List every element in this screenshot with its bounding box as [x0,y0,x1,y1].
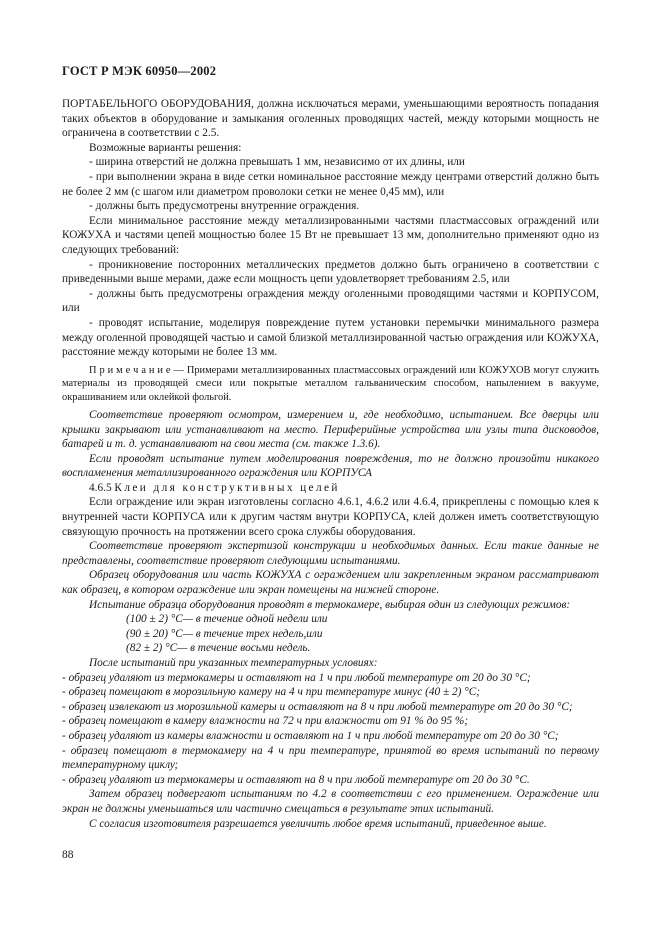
list-item: - образец помещают в камеру влажности на 72 ч при влажности от 91 % до 95 %; [62,715,469,728]
paragraph: ПОРТАБЕЛЬНОГО ОБОРУДОВАНИЯ, должна исключаться мерами, уменьшающими вероятность попадания таких объектов в оборудование и замыкания оголенных проводящих частей, между которыми мощность не ограничена в соответствии с 2.5. [62,98,599,140]
note-label: П р и м е ч а н и е — [89,364,184,376]
list-item: - образец удаляют из камеры влажности и оставляют на 1 ч при любой температуре от 20 до 30 °С; [62,729,559,742]
paragraph: Соответствие проверяют экспертизой конструкции и необходимых данных. Если такие данные не представлены, соответствие проверяют следующими испытаниями. [62,540,599,567]
list-item: - проникновение посторонних металлических предметов должно быть ограничено в соответствии с приведенными выше мерами, даже если мощность цепи удовлетворяет требованиям 2.5, или [62,258,599,286]
paragraph: Испытание образца оборудования проводят в термокамере, выбирая один из следующих режимов: [89,598,571,611]
list-item: - образец помещают в термокамеру на 4 ч при температуре, принятой во время испытаний по первому температурному циклу; [62,744,599,772]
list-item: - образец извлекают из морозильной камеры и оставляют на 8 ч при любой температуре от 20 до 30 °С; [62,700,573,713]
list-item: - должны быть предусмотрены ограждения между оголенными проводящими частями и КОРПУСОМ, или [62,287,599,315]
paragraph: Соответствие проверяют осмотром, измерением и, где необходимо, испытанием. Все дверцы или крышки закрывают или устанавливают на место. Периферийные устройства или узлы типа дисководов, батарей и т. д. устанавливают на свои места (см. также 1.3.6). [62,408,599,451]
list-item: - образец удаляют из термокамеры и оставляют на 8 ч при любой температуре от 20 до 30 °С. [62,773,530,786]
paragraph: Возможные варианты решения: [89,141,242,154]
paragraph: Если проводят испытание путем моделирования повреждения, то не должно произойти никакого воспламенения металлизированного ограждения или КОРПУСА [62,452,599,480]
list-item: - ширина отверстий не должна превышать 1 мм, независимо от их длины, или [89,156,465,169]
section-title: Клеи для конструктивных целей [114,481,340,494]
document-header: ГОСТ Р МЭК 60950—2002 [62,64,217,78]
test-mode: (82 ± 2) °С— в течение восьми недель. [126,642,311,655]
list-item: - образец удаляют из термокамеры и оставляют на 1 ч при любой температуре от 20 до 30 °С; [62,671,531,684]
list-item: - должны быть предусмотрены внутренние ограждения. [89,200,360,213]
section-number: 4.6.5 [89,481,112,494]
test-mode: (100 ± 2) °С— в течение одной недели или [126,613,328,626]
section-heading [62,481,599,496]
document-body [62,97,599,831]
test-mode: (90 ± 20) °С— в течение трех недель,или [126,627,323,640]
paragraph: С согласия изготовителя разрешается увеличить любое время испытаний, приведенное выше. [89,817,547,830]
note [62,364,599,404]
paragraph: Если ограждение или экран изготовлены согласно 4.6.1, 4.6.2 или 4.6.4, прикреплены с помощью клея к внутренней части КОРПУСА или к другим частям внутри КОРПУСА, клей должен иметь соответствующую связующую прочность на протяжении всего срока службы оборудования. [62,496,599,538]
list-item: - при выполнении экрана в виде сетки номинальное расстояние между центрами отверстий должно быть не более 2 мм (с шагом или диаметром проволоки сетки не менее 0,45 мм), или [62,170,599,198]
paragraph: Затем образец подвергают испытаниям по 4.2 в соответствии с его применением. Ограждение или экран не должны уменьшаться или частично смещаться в результате этих испытаний. [62,788,599,815]
paragraph: После испытаний при указанных температурных условиях: [89,657,378,669]
note-text: Примерами металлизированных пластмассовых ограждений или КОЖУХОВ могут служить материалы из проводящей смеси или покрытые металлом гальваническим способом, напылением в вакууме, окрашиванием или оклейкой фольгой. [62,364,600,403]
list-item: - проводят испытание, моделируя повреждение путем установки перемычки минимального размера между оголенной проводящей частью и самой близкой металлизированной частью ограждения или КОЖУХА, расстояние между которыми не более 13 мм. [62,316,599,359]
page-number: 88 [62,849,74,861]
paragraph: Образец оборудования или часть КОЖУХА с ограждением или закрепленным экраном рассматривают как образец, в котором ограждение или экран помещены на нижней стороне. [62,569,599,597]
list-item: - образец помещают в морозильную камеру на 4 ч при температуре минус (40 ± 2) °С; [62,686,481,699]
paragraph: Если минимальное расстояние между металлизированными частями пластмассовых ограждений или КОЖУХА и частями цепей мощностью более 15 Вт не превышает 13 мм, дополнительно применяют одно из следующих требований: [62,214,599,256]
